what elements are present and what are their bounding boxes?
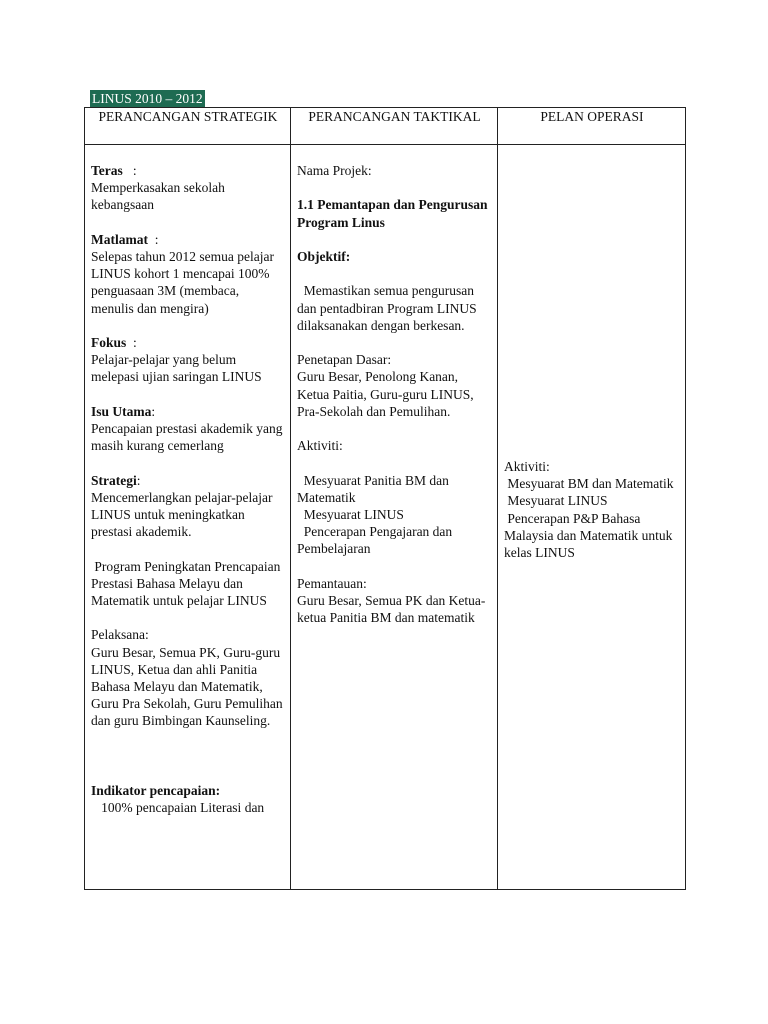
fokus-text: Pelajar-pelajar yang belum melepasi ujian saringan LINUS (91, 352, 262, 385)
matlamat-text: Selepas tahun 2012 semua pelajar LINUS kohort 1 mencapai 100% penguasaan 3M (membaca, menulis dan mengira) (91, 249, 274, 316)
penetapan-text: Guru Besar, Penolong Kanan, Ketua Paitia, Guru-guru LINUS, Pra-Sekolah dan Pemulihan. (297, 369, 474, 419)
header-operasi: PELAN OPERASI (498, 108, 686, 145)
strategi-sep: : (136, 472, 141, 488)
teras-text: Memperkasakan sekolah kebangsaan (91, 180, 225, 213)
cell-strategik (85, 145, 291, 890)
fokus-section (91, 334, 285, 386)
operasi-item-3: Pencerapan P&P Bahasa Malaysia dan Matematik untuk kelas LINUS (504, 510, 676, 561)
indikator-text: 100% pencapaian Literasi dan (91, 799, 265, 815)
indikator-label: Indikator pencapaian: (91, 782, 221, 798)
table-header-row (85, 108, 686, 145)
pemantauan-text: Guru Besar, Semua PK dan Ketua-ketua Panitia BM dan matematik (297, 592, 486, 626)
matlamat-section (91, 231, 285, 317)
table-body-row (85, 145, 686, 890)
matlamat-sep: : (147, 231, 159, 247)
strategi-section (91, 472, 285, 541)
project-title: 1.1 Pemantapan dan Pengurusan Program Linus (297, 197, 488, 230)
aktiviti-item-1: Mesyuarat Panitia BM dan Matematik (297, 472, 453, 505)
matlamat-label: Matlamat (91, 231, 148, 247)
header-taktikal: PERANCANGAN TAKTIKAL (291, 108, 498, 145)
aktiviti-item-3: Pencerapan Pengajaran dan Pembelajaran (297, 524, 456, 557)
isu-sep: : (151, 403, 156, 419)
operasi-item-1: Mesyuarat BM dan Matematik (504, 476, 674, 492)
fokus-label: Fokus (91, 335, 127, 350)
isu-label: Isu Utama (91, 403, 152, 419)
indikator-section (91, 782, 285, 816)
objektif-label: Objektif: (297, 248, 351, 264)
header-strategik: PERANCANGAN STRATEGIK (85, 108, 291, 145)
teras-section (91, 162, 285, 214)
operasi-item-2: Mesyuarat LINUS (504, 493, 608, 509)
strategi-text: Mencemerlangkan pelajar-pelajar LINUS untuk meningkatkan prestasi akademik. (91, 489, 273, 540)
fokus-sep: : (126, 335, 137, 350)
program-text: Program Peningkatan Prencapaian Prestasi Bahasa Melayu dan Matematik untuk pelajar LINUS (91, 558, 284, 608)
nama-projek-label: Nama Projek: (297, 163, 372, 178)
planning-table (84, 107, 686, 890)
operasi-aktiviti-label: Aktiviti: (504, 459, 550, 474)
teras-sep: : (122, 163, 137, 178)
strategi-label: Strategi (91, 472, 137, 488)
cell-taktikal (291, 145, 498, 890)
cell-operasi (498, 145, 686, 890)
pelaksana-section (91, 626, 285, 729)
aktiviti-item-2: Mesyuarat LINUS (297, 506, 404, 522)
isu-section (91, 403, 285, 455)
teras-label: Teras (91, 163, 123, 178)
pelaksana-text: Guru Besar, Semua PK, Guru-guru LINUS, Ketua dan ahli Panitia Bahasa Melayu dan Matematik, Guru Pra Sekolah, Guru Pemulihan dan guru Bimbingan Kaunseling. (91, 644, 283, 729)
penetapan-label: Penetapan Dasar: (297, 352, 392, 368)
pelaksana-label: Pelaksana: (91, 627, 149, 643)
objektif-text: Memastikan semua pengurusan dan pentadbiran Program LINUS dilaksanakan dengan berkesan. (297, 283, 480, 333)
isu-text: Pencapaian prestasi akademik yang masih kurang cemerlang (91, 421, 283, 454)
pemantauan-label: Pemantauan: (297, 575, 367, 591)
aktiviti-label: Aktiviti: (297, 438, 343, 454)
document-title: LINUS 2010 – 2012 (92, 91, 203, 106)
